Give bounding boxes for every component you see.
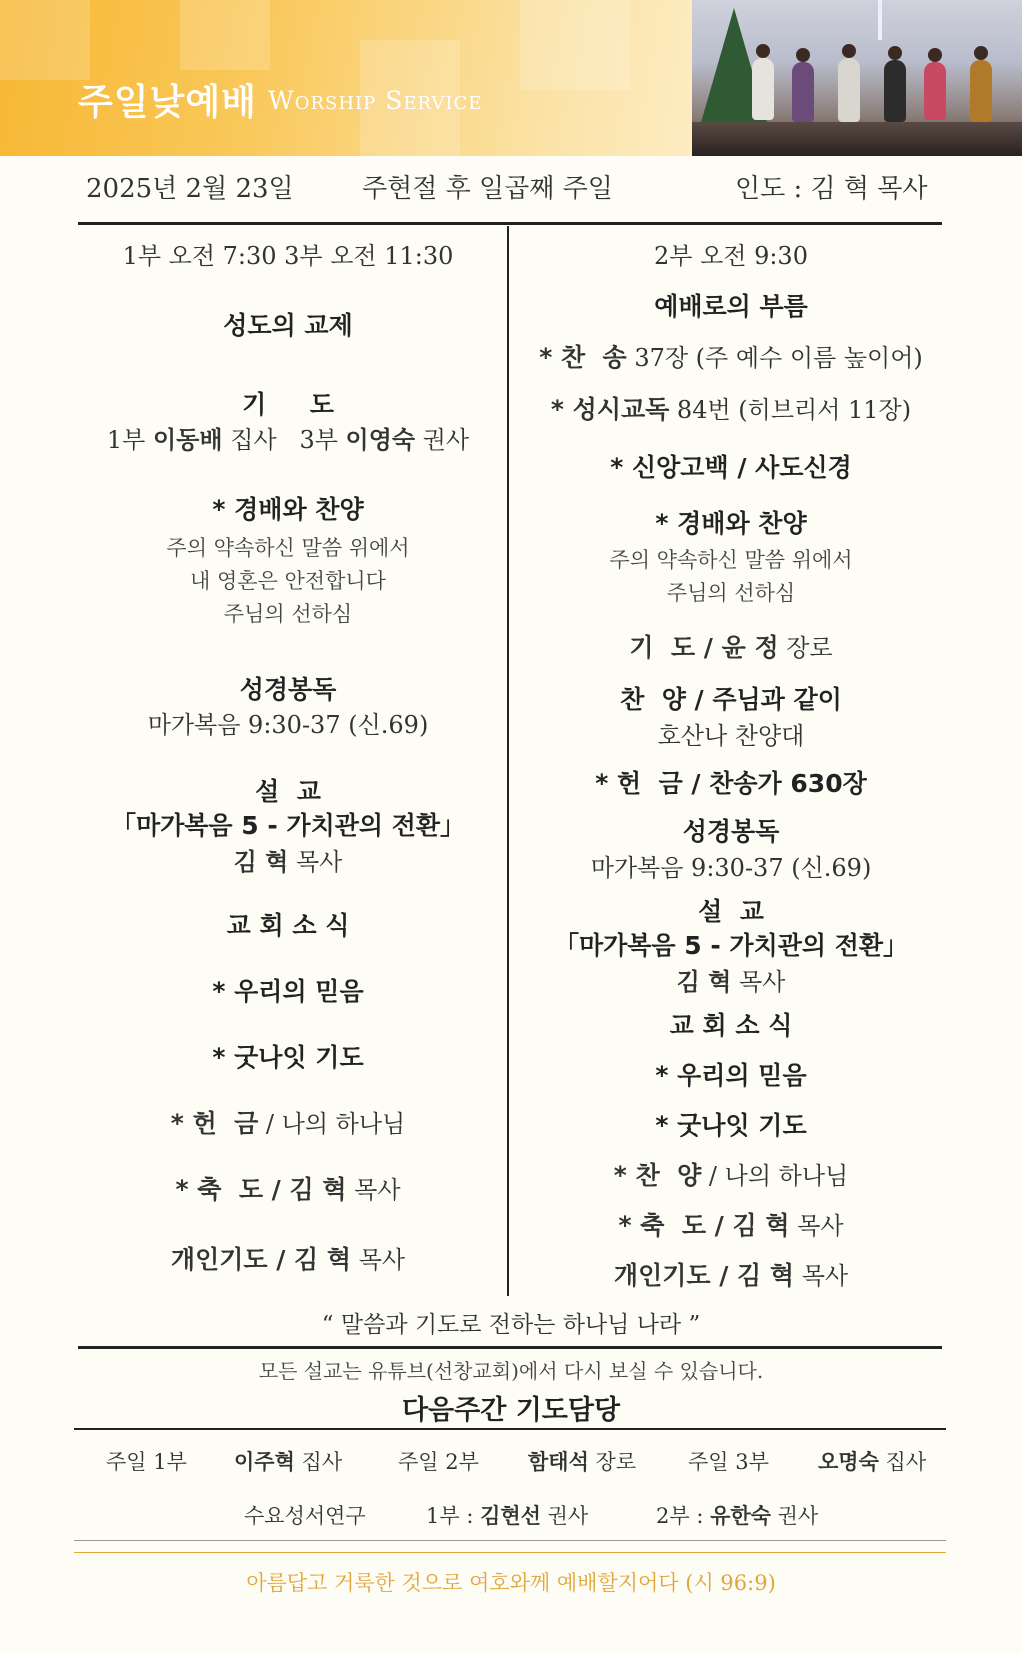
right-sermon-name: 「마가복음 5 - 가치관의 전환」 (553, 931, 909, 960)
right-hymn: * 찬 송 37장 (주 예수 이름 높이어) (539, 343, 923, 372)
left-benediction: * 축 도 / 김 혁 목사 (175, 1175, 401, 1204)
left-scripture-ref: 마가복음 9:30-37 (신.69) (147, 711, 429, 739)
right-worship-title: * 경배와 찬양 (655, 509, 807, 538)
left-sermon-name: 「마가복음 5 - 가치관의 전환」 (110, 811, 466, 840)
next-week-prayer-title: 다음주간 기도담당 (401, 1395, 621, 1426)
left-service-times: 1부 오전 7:30 3부 오전 11:30 (122, 242, 454, 270)
left-worship-song-3: 주님의 선하심 (223, 602, 353, 626)
youtube-note: 모든 설교는 유튜브(선창교회)에서 다시 보실 수 있습니다. (258, 1359, 764, 1383)
right-offering: * 헌 금 / 찬송가 630장 (595, 769, 867, 798)
right-goodnight-prayer: * 굿나잇 기도 (655, 1111, 807, 1140)
left-creed: * 우리의 믿음 (212, 977, 364, 1006)
banner-title: 주일낮예배 (78, 82, 257, 123)
roster-sunday-3-person: 오명숙 집사 (818, 1450, 927, 1474)
left-personal-prayer: 개인기도 / 김 혁 목사 (170, 1245, 406, 1274)
right-praise-2: * 찬 양 / 나의 하나님 (613, 1161, 849, 1190)
left-sermon-title: 설 교 (255, 777, 321, 806)
left-worship-song-1: 주의 약속하신 말씀 위에서 (166, 536, 410, 560)
right-scripture-ref: 마가복음 9:30-37 (신.69) (590, 854, 872, 882)
liturgical-season: 주현절 후 일곱째 주일 (362, 174, 613, 204)
left-fellowship: 성도의 교제 (223, 311, 353, 340)
right-call-to-worship: 예배로의 부름 (654, 292, 808, 321)
right-psalter: * 성시교독 84번 (히브리서 11장) (550, 395, 912, 424)
left-scripture-title: 성경봉독 (239, 675, 337, 704)
column-divider (507, 226, 509, 1296)
left-offering: * 헌 금 / 나의 하나님 (170, 1109, 406, 1138)
right-creed: * 우리의 믿음 (655, 1061, 807, 1090)
roster-bottom-divider (74, 1540, 946, 1541)
right-service-times: 2부 오전 9:30 (654, 242, 808, 270)
roster-wednesday-2: 2부 : 유한숙 권사 (656, 1504, 819, 1528)
scripture-verse: 아름답고 거룩한 것으로 여호와께 예배할지어다 (시 96:9) (246, 1571, 776, 1595)
right-scripture-title: 성경봉독 (682, 817, 780, 846)
left-order-of-service (78, 0, 498, 1300)
right-personal-prayer: 개인기도 / 김 혁 목사 (613, 1261, 849, 1290)
church-motto: “ 말씀과 기도로 전하는 하나님 나라 ” (321, 1312, 701, 1338)
service-leader: 인도 : 김 혁 목사 (735, 174, 928, 204)
right-worship-song-2: 주님의 선하심 (666, 581, 796, 605)
left-goodnight-prayer: * 굿나잇 기도 (212, 1043, 364, 1072)
right-order-of-service (512, 0, 950, 1300)
right-worship-song-1: 주의 약속하신 말씀 위에서 (609, 548, 853, 572)
right-announcements: 교 회 소 식 (669, 1011, 793, 1040)
right-sermon-preacher: 김 혁 목사 (676, 968, 786, 996)
footer-divider (78, 1346, 942, 1349)
right-benediction: * 축 도 / 김 혁 목사 (618, 1211, 844, 1240)
roster-wednesday-1: 1부 : 김현선 권사 (426, 1504, 589, 1528)
left-worship-song-2: 내 영혼은 안전합니다 (190, 569, 386, 593)
roster-sunday-1: 주일 1부 (106, 1450, 187, 1474)
roster-sunday-2: 주일 2부 (398, 1450, 479, 1474)
left-sermon-preacher: 김 혁 목사 (233, 848, 343, 876)
left-prayer-title: 기 도 (242, 390, 334, 419)
left-prayer-leaders: 1부 이동배 집사 3부 이영숙 권사 (106, 426, 470, 454)
right-praise: 찬 양 / 주님과 같이 (620, 685, 842, 714)
roster-sunday-2-person: 함태석 장로 (528, 1450, 637, 1474)
left-announcements: 교 회 소 식 (226, 911, 350, 940)
left-worship-title: * 경배와 찬양 (212, 495, 364, 524)
roster-top-divider (74, 1428, 946, 1430)
roster-wednesday-label: 수요성서연구 (244, 1504, 366, 1528)
right-praise-choir: 호산나 찬양대 (657, 722, 805, 750)
banner-subtitle: Worship Service (268, 86, 483, 115)
roster-sunday-1-person: 이주혁 집사 (234, 1450, 343, 1474)
service-date: 2025년 2월 23일 (86, 174, 294, 204)
right-prayer: 기 도 / 윤 정 장로 (629, 633, 833, 662)
roster-sunday-3: 주일 3부 (688, 1450, 769, 1474)
right-sermon-title: 설 교 (698, 897, 764, 926)
right-confession: * 신앙고백 / 사도신경 (610, 453, 852, 482)
verse-divider (74, 1552, 946, 1553)
